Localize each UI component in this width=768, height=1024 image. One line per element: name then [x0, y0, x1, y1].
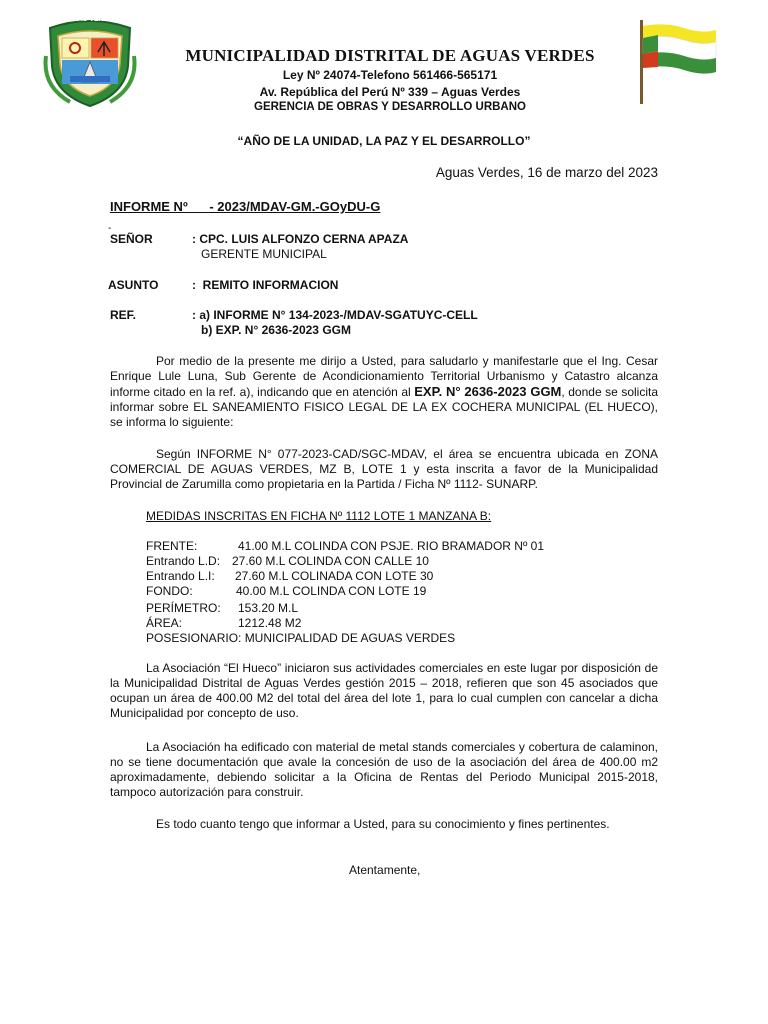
paragraph-intro-exp: EXP. N° 2636-2023 GGM — [414, 384, 562, 399]
small-dot-mark: - — [108, 223, 112, 234]
senor-cargo: GERENTE MUNICIPAL — [201, 247, 327, 261]
paragraph-intro-text-2: , donde se solicita informar sobre EL SANEAMIENTO FISICO LEGAL DE LA EX COCHERA MUNICIPAL (EL HUECO), se informa lo siguiente: — [110, 385, 659, 429]
shield-seal-text: AGUAS VERDES — [61, 16, 118, 23]
ref-label: REF. — [110, 308, 137, 322]
gerencia-line: GERENCIA DE OBRAS Y DESARROLLO URBANO — [254, 101, 526, 113]
medida-row-perimetro — [146, 601, 626, 615]
medida-value: 153.20 M.L — [238, 601, 299, 615]
senor-label: SEÑOR — [110, 232, 153, 246]
medida-label: ÁREA: — [146, 616, 183, 630]
paragraph-edificacion-text: La Asociación ha edificado con material de metal stands comerciales y cobertura de calaminon, no se tiene documentación que avale la concesión de uso de la asociación del área de 400.00 m2 aproximadamente, debiendo solicitar a la Oficina de Rentas del Periodo Municipal 2015-2018, tampoco autorización para construir. — [110, 740, 658, 799]
asunto-label: ASUNTO — [108, 278, 159, 292]
medida-label: FRENTE: — [146, 539, 198, 553]
place-date: Aguas Verdes, 16 de marzo del 2023 — [435, 165, 658, 180]
paragraph-asociacion-text: La Asociación “El Hueco” iniciaron sus actividades comerciales en este lugar por disposición de la Municipalidad Distrital de Aguas Verdes gestión 2015 – 2018, refieren que son 45 asociados que ocupan un área de 400.00 M2 del total del área del lote 1, para lo cual cumplen con cancelar a dicha Municipalidad por concepto de uso. — [110, 661, 658, 720]
senor-value: : CPC. LUIS ALFONZO CERNA APAZA — [192, 232, 409, 246]
paragraph-ubicacion-text: Según INFORME N° 077-2023-CAD/SGC-MDAV, el área se encuentra ubicada en ZONA COMERCIAL DE AGUAS VERDES, MZ B, LOTE 1 y esta inscrita a favor de la Municipalidad Provincial de Zarumilla como propietaria en la Partida / Ficha Nº 1112- SUNARP. — [110, 447, 658, 491]
medida-value: 1212.48 M2 — [238, 616, 302, 630]
medida-value: 40.00 M.L COLINDA CON LOTE 19 — [236, 584, 427, 598]
ref-b: b) EXP. N° 2636-2023 GGM — [201, 323, 351, 337]
paragraph-cierre: Es todo cuanto tengo que informar a Usted, para su conocimiento y fines pertinentes. — [156, 817, 610, 831]
informe-number: INFORME Nº - 2023/MDAV-GM.-GOyDU-G — [110, 199, 381, 214]
medidas-title: MEDIDAS INSCRITAS EN FICHA Nº 1112 LOTE 1 MANZANA B: — [146, 509, 492, 523]
medida-label: Entrando L.I: — [146, 569, 215, 583]
municipal-shield-logo — [40, 16, 140, 108]
medida-row-fondo — [146, 584, 626, 598]
asunto-value: : REMITO INFORMACION — [192, 278, 339, 292]
municipality-name: MUNICIPALIDAD DISTRITAL DE AGUAS VERDES — [185, 46, 595, 65]
medida-value: 27.60 M.L COLINADA CON LOTE 30 — [235, 569, 434, 583]
paragraph-intro-text: Por medio de la presente me dirijo a Usted, para saludarlo y manifestarle que el Ing. Cesar Enrique Lule Luna, Sub Gerente de Acondicionamiento Territorial Urbanismo y Catastro alcanza informe citado en la ref. a), indicando que en atención al — [110, 354, 658, 399]
paragraph-intro — [110, 354, 658, 430]
paragraph-edificacion — [110, 740, 658, 800]
medida-label: FONDO: — [146, 584, 193, 598]
medida-row-lado-derecho — [146, 554, 626, 568]
medidas-list — [146, 539, 626, 649]
paragraph-ubicacion — [110, 447, 658, 492]
paragraph-asociacion — [110, 661, 658, 721]
ref-a: : a) INFORME N° 134-2023-/MDAV-SGATUYC-CELL — [192, 308, 478, 322]
year-motto: “AÑO DE LA UNIDAD, LA PAZ Y EL DESARROLLO” — [237, 134, 531, 148]
closing-atentamente: Atentamente, — [349, 863, 421, 877]
medida-row-lado-izquierdo — [146, 569, 626, 583]
district-flag-icon — [636, 14, 720, 106]
address-line: Av. República del Perú Nº 339 – Aguas Verdes — [259, 85, 521, 99]
ley-telefono-line: Ley Nº 24074-Telefono 561466-565171 — [282, 68, 498, 82]
posesionario-line: POSESIONARIO: MUNICIPALIDAD DE AGUAS VERDES — [146, 631, 456, 645]
medida-value: 41.00 M.L COLINDA CON PSJE. RIO BRAMADOR Nº 01 — [238, 539, 545, 553]
medida-label: Entrando L.D: — [146, 554, 221, 568]
medida-label: PERÍMETRO: — [146, 601, 221, 615]
medida-value: 27.60 M.L COLINDA CON CALLE 10 — [232, 554, 429, 568]
medida-row-area — [146, 616, 626, 630]
medida-row-frente — [146, 539, 626, 553]
